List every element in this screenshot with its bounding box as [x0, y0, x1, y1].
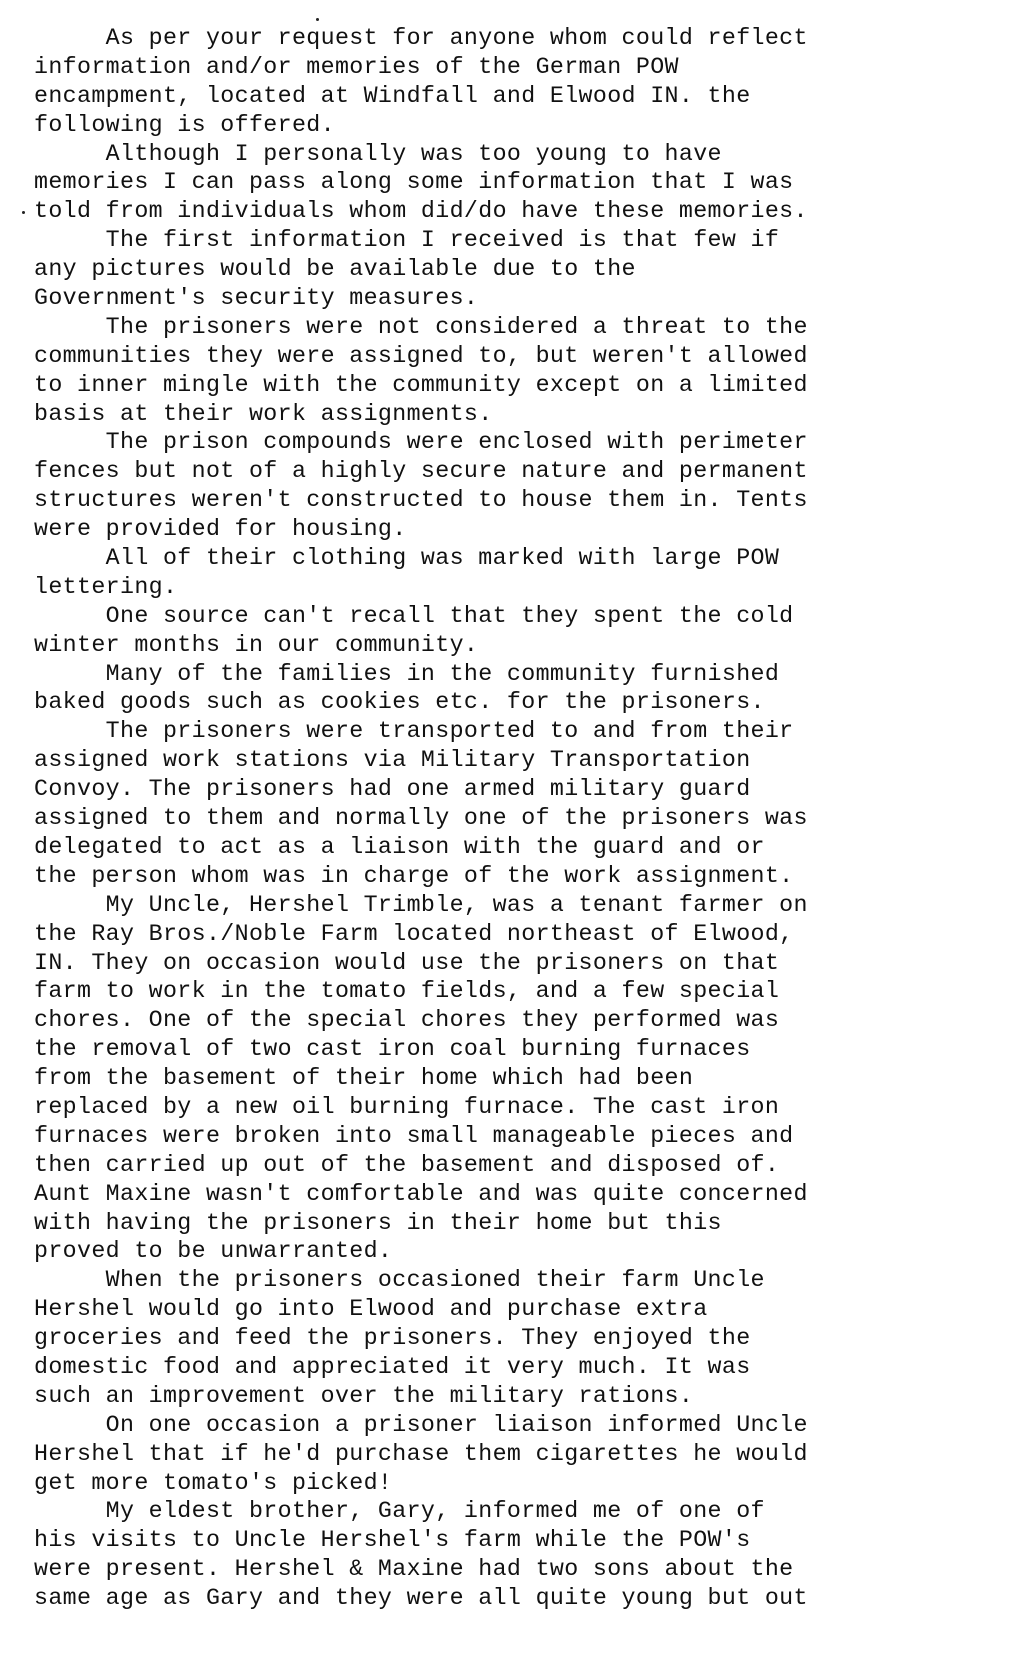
text-line: The prisoners were transported to and from their: [34, 718, 794, 745]
text-line: When the prisoners occasioned their farm Uncle: [34, 1267, 765, 1294]
text-line: Hershel that if he'd purchase them cigarettes he would: [34, 1440, 808, 1467]
text-line: On one occasion a prisoner liaison informed Uncle: [34, 1411, 808, 1438]
text-line: memories I can pass along some information that I was: [34, 169, 794, 196]
text-line: encampment, located at Windfall and Elwood IN. the: [34, 82, 751, 109]
text-line: information and/or memories of the German POW: [34, 53, 679, 80]
text-line: My Uncle, Hershel Trimble, was a tenant farmer on: [34, 891, 808, 918]
text-line: baked goods such as cookies etc. for the prisoners.: [34, 689, 765, 716]
text-line: to inner mingle with the community except on a limited: [34, 371, 808, 398]
text-line: the person whom was in charge of the work assignment.: [34, 862, 794, 889]
text-line: the Ray Bros./Noble Farm located northeast of Elwood,: [34, 920, 794, 947]
text-line: Although I personally was too young to have: [34, 140, 722, 167]
text-line: following is offered.: [34, 111, 335, 138]
text-line: his visits to Uncle Hershel's farm while the POW's: [34, 1527, 751, 1554]
text-line: One source can't recall that they spent the cold: [34, 602, 794, 629]
text-line: The prisoners were not considered a threat to the: [34, 313, 808, 340]
text-line: fences but not of a highly secure nature and permanent: [34, 458, 808, 485]
text-line: winter months in our community.: [34, 631, 479, 658]
text-line: My eldest brother, Gary, informed me of one of: [34, 1498, 765, 1525]
text-line: The prison compounds were enclosed with perimeter: [34, 429, 808, 456]
scan-speck: [316, 18, 319, 21]
text-line: structures weren't constructed to house them in. Tents: [34, 487, 808, 514]
text-line: delegated to act as a liaison with the guard and or: [34, 833, 765, 860]
text-line: As per your request for anyone whom could reflect: [34, 25, 808, 51]
text-line: furnaces were broken into small manageable pieces and: [34, 1122, 794, 1149]
text-line: Government's security measures.: [34, 285, 479, 312]
text-line: replaced by a new oil burning furnace. The cast iron: [34, 1093, 780, 1120]
text-line: such an improvement over the military rations.: [34, 1382, 694, 1409]
text-line: assigned to them and normally one of the prisoners was: [34, 805, 808, 832]
text-line: the removal of two cast iron coal burning furnaces: [34, 1036, 751, 1063]
text-line: All of their clothing was marked with large POW: [34, 545, 780, 572]
text-line: IN. They on occasion would use the prisoners on that: [34, 949, 780, 976]
text-line: domestic food and appreciated it very much. It was: [34, 1353, 751, 1380]
text-line: with having the prisoners in their home but this: [34, 1209, 722, 1236]
text-line: from the basement of their home which had been: [34, 1065, 694, 1092]
text-line: communities they were assigned to, but weren't allowed: [34, 342, 808, 369]
text-line: The first information I received is that few if: [34, 227, 780, 254]
text-line: were present. Hershel & Maxine had two sons about the: [34, 1556, 794, 1583]
text-line: Convoy. The prisoners had one armed military guard: [34, 776, 751, 803]
text-line: any pictures would be available due to the: [34, 256, 636, 283]
text-line: lettering.: [34, 573, 178, 600]
text-line: Many of the families in the community furnished: [34, 660, 780, 687]
text-line: told from individuals whom did/do have these memories.: [34, 198, 808, 225]
text-line: Aunt Maxine wasn't comfortable and was quite concerned: [34, 1180, 808, 1207]
text-line: Hershel would go into Elwood and purchase extra: [34, 1296, 708, 1323]
scan-speck: [22, 211, 25, 214]
text-line: proved to be unwarranted.: [34, 1238, 393, 1265]
text-line: get more tomato's picked!: [34, 1469, 393, 1496]
text-line: assigned work stations via Military Transportation: [34, 747, 751, 774]
letter-body: [34, 24, 1024, 1613]
text-line: were provided for housing.: [34, 516, 407, 543]
text-line: farm to work in the tomato fields, and a few special: [34, 978, 780, 1005]
text-line: chores. One of the special chores they performed was: [34, 1007, 780, 1034]
text-line: then carried up out of the basement and disposed of.: [34, 1151, 780, 1178]
text-line: groceries and feed the prisoners. They enjoyed the: [34, 1325, 751, 1352]
text-line: basis at their work assignments.: [34, 400, 493, 427]
text-line: same age as Gary and they were all quite young but out: [34, 1585, 808, 1612]
